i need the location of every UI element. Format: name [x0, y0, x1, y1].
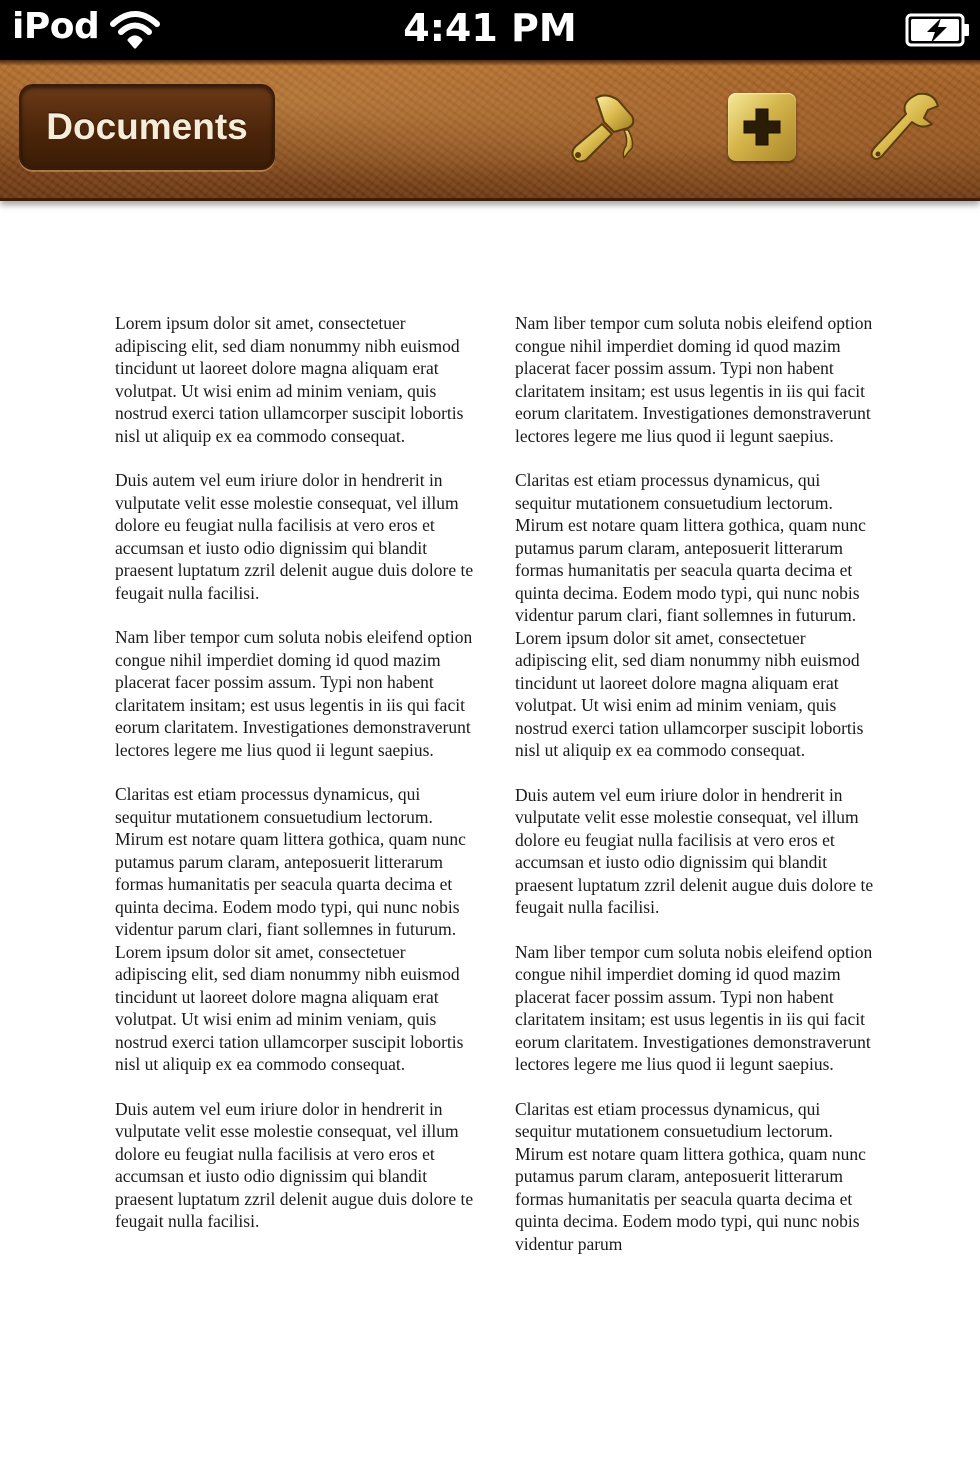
add-document-button[interactable]	[728, 93, 796, 161]
paragraph: Claritas est etiam processus dynamicus, qui sequitur mutationem consuetudium lectorum. Mirum est notare quam littera gothica, quam nunc putamus parum claram, anteposuerit litterarum formas humanitatis per seacula quarta decima et quinta decima. Eodem modo typi, qui nunc nobis videntur parum clari, fiant sollemnes in futurum. Lorem ipsum dolor sit amet, consectetuer adipiscing elit, sed diam nonummy nibh euismod tincidunt ut laoreet dolore magna aliquam erat volutpat. Ut wisi enim ad minim veniam, quis nostrud exerci tation ullamcorper suscipit lobortis nisl ut aliquip ex ea commodo consequat.	[115, 784, 466, 1074]
plus-icon	[740, 105, 784, 149]
toolbar-edge	[0, 60, 980, 66]
carrier-label: iPod	[12, 6, 100, 47]
paint-brush-icon[interactable]	[566, 90, 642, 166]
paragraph: Duis autem vel eum iriure dolor in hendrerit in vulputate velit esse molestie consequat, vel illum dolore eu feugiat nulla facilisis at vero eros et accumsan et iusto odio dignissim qui blandit praesent luptatum zzril delenit augue duis dolore te feugait nulla facilisi.	[115, 1098, 474, 1231]
paragraph: Nam liber tempor cum soluta nobis eleifend option congue nihil imperdiet doming id quod mazim placerat facer possim assum. Typi non habent claritatem insitam; est usus legentis in iis qui facit eorum claritatem. Investigationes demonstraverunt lectores legere me lius quod ii legunt saepius.	[515, 941, 873, 1074]
paragraph: Claritas est etiam processus dynamicus, qui sequitur mutationem consuetudium lectorum. Mirum est notare quam littera gothica, quam nunc putamus parum claram, anteposuerit litterarum formas humanitatis per seacula quarta decima et quinta decima. Eodem modo typi, qui nunc nobis videntur parum clari, fiant sollemnes in futurum. Lorem ipsum dolor sit amet, consectetuer adipiscing elit, sed diam nonummy nibh euismod tincidunt ut laoreet dolore magna aliquam erat volutpat. Ut wisi enim ad minim veniam, quis nostrud exerci tation ullamcorper suscipit lobortis nisl ut aliquip ex ea commodo consequat.	[515, 470, 866, 760]
toolbar	[0, 60, 980, 201]
paragraph: Nam liber tempor cum soluta nobis eleifend option congue nihil imperdiet doming id quod mazim placerat facer possim assum. Typi non habent claritatem insitam; est usus legentis in iis qui facit eorum claritatem. Investigationes demonstraverunt lectores legere me lius quod ii legunt saepius.	[515, 313, 873, 446]
document-page[interactable]	[115, 312, 875, 1277]
document-column-right	[515, 312, 875, 1277]
clock-time: 4:41 PM	[403, 6, 577, 50]
documents-button[interactable]: Documents	[19, 84, 275, 170]
paragraph: Duis autem vel eum iriure dolor in hendrerit in vulputate velit esse molestie consequat, vel illum dolore eu feugiat nulla facilisis at vero eros et accumsan et iusto odio dignissim qui blandit praesent luptatum zzril delenit augue duis dolore te feugait nulla facilisi.	[515, 784, 874, 917]
status-bar	[0, 0, 980, 60]
battery-charging-icon	[905, 12, 971, 48]
paragraph: Duis autem vel eum iriure dolor in hendrerit in vulputate velit esse molestie consequat, vel illum dolore eu feugiat nulla facilisis at vero eros et accumsan et iusto odio dignissim qui blandit praesent luptatum zzril delenit augue duis dolore te feugait nulla facilisi.	[115, 470, 474, 603]
document-column-left	[115, 312, 475, 1277]
paragraph: Lorem ipsum dolor sit amet, consectetuer adipiscing elit, sed diam nonummy nibh euismod tincidunt ut laoreet dolore magna aliquam erat volutpat. Ut wisi enim ad minim veniam, quis nostrud exerci tation ullamcorper suscipit lobortis nisl ut aliquip ex ea commodo consequat.	[115, 313, 464, 446]
wrench-icon[interactable]	[870, 90, 942, 164]
paragraph: Claritas est etiam processus dynamicus, qui sequitur mutationem consuetudium lectorum. Mirum est notare quam littera gothica, quam nunc putamus parum claram, anteposuerit litterarum formas humanitatis per seacula quarta decima et quinta decima. Eodem modo typi, qui nunc nobis videntur parum	[515, 1098, 866, 1254]
paragraph: Nam liber tempor cum soluta nobis eleifend option congue nihil imperdiet doming id quod mazim placerat facer possim assum. Typi non habent claritatem insitam; est usus legentis in iis qui facit eorum claritatem. Investigationes demonstraverunt lectores legere me lius quod ii legunt saepius.	[115, 627, 473, 760]
